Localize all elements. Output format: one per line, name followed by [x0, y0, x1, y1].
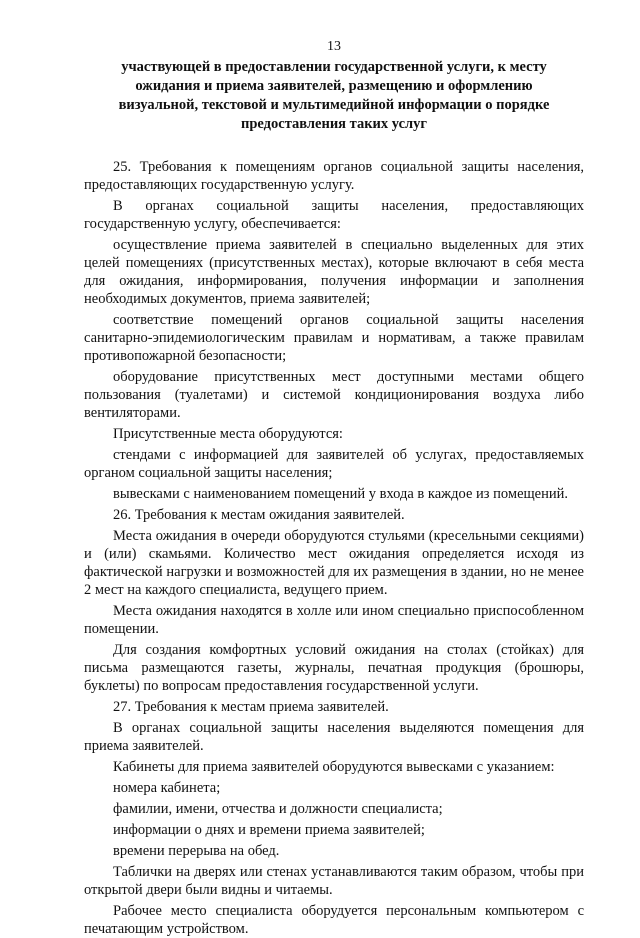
- paragraph: Присутственные места оборудуются:: [113, 426, 343, 442]
- paragraph: оборудование присутственных мест доступными местами общего пользования (туалетами) и системой кондиционирования воздуха либо вентиляторами.: [84, 369, 584, 421]
- page-number: 13: [327, 39, 341, 54]
- paragraph: Таблички на дверях или стенах устанавливаются таким образом, чтобы при открытой двери были видны и читаемы.: [84, 864, 584, 898]
- list-item: времени перерыва на обед.: [113, 843, 280, 859]
- paragraph: Места ожидания находятся в холле или ином специально приспособленном помещении.: [84, 603, 584, 637]
- section-heading: [84, 58, 584, 134]
- paragraph: 27. Требования к местам приема заявителей.: [113, 699, 389, 715]
- paragraph: В органах социальной защиты населения, предоставляющих государственную услугу, обеспечивается:: [84, 198, 584, 232]
- paragraph: 25. Требования к помещениям органов социальной защиты населения, предоставляющих государственную услугу.: [84, 159, 584, 193]
- paragraph: Для создания комфортных условий ожидания на столах (стойках) для письма размещаются газеты, журналы, печатная продукция (брошюры, буклеты) по вопросам предоставления государственной услуги.: [84, 642, 584, 694]
- heading-line: ожидания и приема заявителей, размещению и оформлению: [135, 78, 533, 94]
- paragraph: 26. Требования к местам ожидания заявителей.: [113, 507, 405, 523]
- list-item: фамилии, имени, отчества и должности специалиста;: [113, 801, 443, 817]
- heading-line: визуальной, текстовой и мультимедийной информации о порядке: [118, 97, 550, 113]
- paragraph: соответствие помещений органов социальной защиты населения санитарно-эпидемиологическим правилам и нормативам, а также правилам противопожарной безопасности;: [84, 312, 584, 364]
- paragraph: вывесками с наименованием помещений у входа в каждое из помещений.: [113, 486, 569, 502]
- list-item: информации о днях и времени приема заявителей;: [113, 822, 425, 838]
- paragraph: В органах социальной защиты населения выделяются помещения для приема заявителей.: [84, 720, 584, 754]
- paragraph: Кабинеты для приема заявителей оборудуются вывесками с указанием:: [113, 759, 555, 775]
- paragraph: Места ожидания в очереди оборудуются стульями (кресельными секциями) и (или) скамьями. Количество мест ожидания определяется исходя из фактической нагрузки и возможностей для их размещения в здании, но не менее 2 мест на каждого специалиста, ведущего прием.: [84, 528, 584, 598]
- heading-line: предоставления таких услуг: [241, 116, 427, 132]
- paragraph: стендами с информацией для заявителей об услугах, предоставляемых органом социальной защиты населения;: [84, 447, 584, 481]
- list-item: номера кабинета;: [113, 780, 221, 796]
- paragraph: Рабочее место специалиста оборудуется персональным компьютером с печатающим устройством.: [84, 903, 584, 937]
- document-body: [84, 158, 584, 938]
- heading-line: участвующей в предоставлении государственной услуги, к месту: [121, 59, 547, 75]
- paragraph: осуществление приема заявителей в специально выделенных для этих целей помещениях (присутственных местах), которые включают в себя места для ожидания, информирования, получения информации и заполнения необходимых документов, приема заявителей;: [84, 237, 584, 307]
